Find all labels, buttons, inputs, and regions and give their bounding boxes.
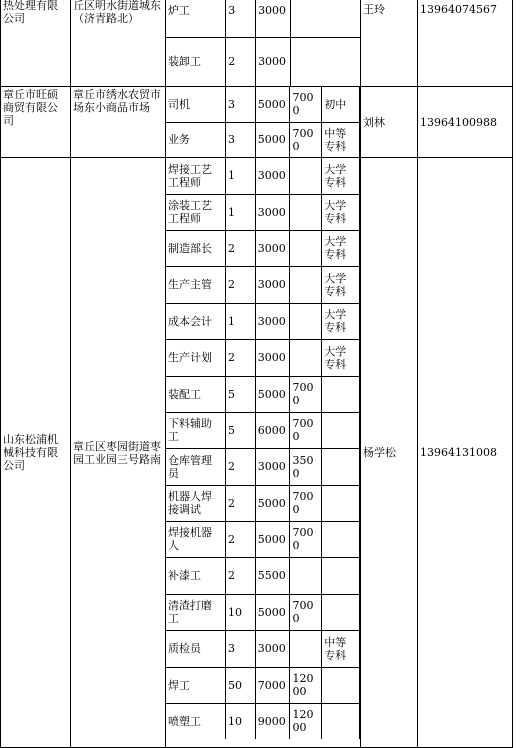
job-count: 2 (225, 230, 255, 266)
job-row (166, 376, 360, 412)
job-salary-min: 3000 (255, 339, 290, 376)
job-education: 大学专科 (322, 158, 360, 194)
jobs-cell (166, 0, 361, 87)
job-salary-min: 3000 (255, 230, 290, 266)
job-row (166, 594, 360, 630)
job-title: 装配工 (166, 376, 225, 412)
job-salary-min: 5500 (255, 557, 290, 594)
job-salary-max: 7000 (290, 521, 322, 557)
job-row (166, 87, 360, 122)
job-salary-max (290, 303, 322, 339)
job-salary-min: 7000 (255, 667, 290, 703)
job-education: 中等专科 (322, 122, 360, 157)
job-count: 1 (225, 303, 255, 339)
job-row (166, 412, 360, 448)
company-address: 章丘市绣水农贸市场东小商品市场 (71, 87, 166, 158)
job-education (322, 37, 360, 86)
contact-phone: 13964131008 (418, 158, 513, 748)
job-salary-max (290, 0, 322, 37)
company-address: 丘区明水街道城东（济青路北） (71, 0, 166, 87)
job-title: 下料辅助工 (166, 412, 225, 448)
job-count: 3 (225, 122, 255, 157)
job-title: 成本会计 (166, 303, 225, 339)
company-row (1, 87, 513, 158)
job-title: 机器人焊接调试 (166, 485, 225, 521)
job-row (166, 266, 360, 303)
job-salary-min: 3000 (256, 37, 291, 86)
job-salary-min: 3000 (255, 194, 290, 230)
job-salary-min: 3000 (255, 158, 290, 194)
job-salary-min: 5000 (255, 594, 290, 630)
job-count: 1 (225, 158, 255, 194)
job-salary-max (290, 230, 322, 266)
contact-person: 王玲 (361, 0, 418, 87)
job-row (166, 485, 360, 521)
job-education (322, 412, 360, 448)
job-title: 生产计划 (166, 339, 225, 376)
jobs-table (166, 158, 360, 739)
job-education: 大学专科 (322, 194, 360, 230)
job-count: 5 (225, 412, 255, 448)
job-salary-max: 12000 (290, 703, 322, 739)
job-count: 3 (225, 87, 255, 122)
job-education (322, 376, 360, 412)
job-title: 装卸工 (166, 37, 226, 86)
job-education: 大学专科 (322, 230, 360, 266)
jobs-cell (166, 87, 361, 158)
job-education (322, 557, 360, 594)
contact-person: 刘林 (361, 87, 418, 158)
job-salary-min: 3000 (256, 0, 291, 37)
job-salary-min: 5000 (255, 122, 290, 157)
job-title: 制造部长 (166, 230, 225, 266)
job-salary-max (290, 194, 322, 230)
job-salary-min: 9000 (255, 703, 290, 739)
job-title: 清渣打磨工 (166, 594, 225, 630)
company-row (1, 0, 513, 87)
job-education: 大学专科 (322, 266, 360, 303)
job-education: 大学专科 (322, 339, 360, 376)
job-salary-max: 7000 (290, 122, 322, 157)
job-row (166, 303, 360, 339)
job-education: 初中 (322, 87, 360, 122)
job-row (166, 557, 360, 594)
job-salary-min: 3000 (255, 448, 290, 485)
job-education (322, 521, 360, 557)
job-salary-max: 3500 (290, 448, 322, 485)
job-title: 质检员 (166, 630, 225, 667)
job-education (322, 667, 360, 703)
job-education (322, 485, 360, 521)
job-title: 焊工 (166, 667, 225, 703)
job-row (166, 37, 360, 86)
contact-phone: 13964100988 (418, 87, 513, 158)
job-salary-max (290, 158, 322, 194)
job-education (322, 703, 360, 739)
job-row (166, 230, 360, 266)
job-row (166, 703, 360, 739)
job-count: 3 (226, 0, 256, 37)
job-count: 2 (225, 485, 255, 521)
job-education (322, 594, 360, 630)
job-count: 2 (225, 339, 255, 376)
job-count: 10 (225, 594, 255, 630)
job-title: 焊接工艺工程师 (166, 158, 225, 194)
job-count: 2 (225, 557, 255, 594)
job-salary-max: 7000 (290, 485, 322, 521)
job-count: 2 (225, 521, 255, 557)
job-row (166, 521, 360, 557)
company-name: 山东松浦机械科技有限公司 (1, 158, 71, 748)
job-count: 1 (225, 194, 255, 230)
job-salary-max: 7000 (290, 594, 322, 630)
contact-person: 杨学松 (361, 158, 418, 748)
job-title: 炉工 (166, 0, 226, 37)
job-row (166, 339, 360, 376)
job-title: 业务 (166, 122, 225, 157)
job-salary-max: 7000 (290, 376, 322, 412)
job-salary-max: 7000 (290, 87, 322, 122)
jobs-cell (166, 158, 361, 748)
job-salary-max: 7000 (290, 412, 322, 448)
job-row (166, 630, 360, 667)
job-education (322, 0, 360, 37)
job-row (166, 122, 360, 157)
jobs-table (166, 87, 360, 157)
job-salary-max: 12000 (290, 667, 322, 703)
job-count: 2 (225, 266, 255, 303)
job-row (166, 194, 360, 230)
job-education (322, 448, 360, 485)
job-education: 中等专科 (322, 630, 360, 667)
job-salary-max (290, 339, 322, 376)
company-name: 热处理有限公司 (1, 0, 71, 87)
job-salary-min: 5000 (255, 485, 290, 521)
job-salary-max (290, 630, 322, 667)
jobs-table (166, 0, 360, 86)
job-salary-min: 3000 (255, 630, 290, 667)
job-count: 3 (225, 630, 255, 667)
job-title: 焊接机器人 (166, 521, 225, 557)
job-row (166, 158, 360, 194)
job-title: 生产主管 (166, 266, 225, 303)
company-row (1, 158, 513, 748)
job-count: 10 (225, 703, 255, 739)
job-count: 2 (226, 37, 256, 86)
contact-phone: 13964074567 (418, 0, 513, 87)
job-title: 涂装工艺工程师 (166, 194, 225, 230)
job-title: 补漆工 (166, 557, 225, 594)
job-salary-min: 5000 (255, 376, 290, 412)
job-title: 仓库管理员 (166, 448, 225, 485)
job-salary-min: 3000 (255, 303, 290, 339)
job-salary-min: 3000 (255, 266, 290, 303)
job-count: 50 (225, 667, 255, 703)
job-salary-max (290, 37, 322, 86)
job-count: 5 (225, 376, 255, 412)
job-row (166, 667, 360, 703)
job-education: 大学专科 (322, 303, 360, 339)
job-salary-max (290, 557, 322, 594)
job-salary-min: 5000 (255, 87, 290, 122)
job-title: 喷塑工 (166, 703, 225, 739)
company-address: 章丘区枣园街道枣园工业园三号路南 (71, 158, 166, 748)
job-salary-min: 6000 (255, 412, 290, 448)
job-row (166, 0, 360, 37)
job-title: 司机 (166, 87, 225, 122)
job-count: 2 (225, 448, 255, 485)
job-salary-min: 5000 (255, 521, 290, 557)
job-salary-max (290, 266, 322, 303)
company-name: 章丘市旺硕商贸有限公司 (1, 87, 71, 158)
job-row (166, 448, 360, 485)
